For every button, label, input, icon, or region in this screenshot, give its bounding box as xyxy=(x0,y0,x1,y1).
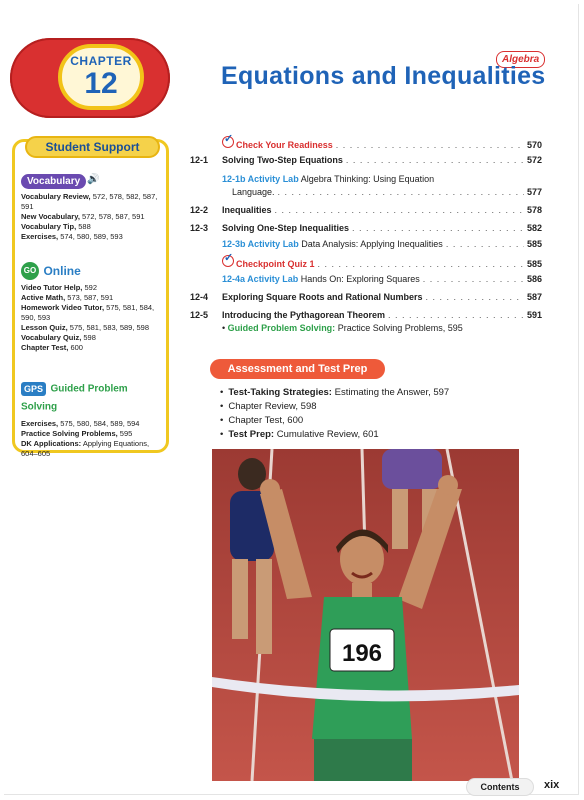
list-item[interactable]: • Chapter Review, 598 xyxy=(220,400,449,414)
go-online-icon: GO xyxy=(21,262,39,280)
list-item[interactable]: Video Tutor Help, 592 xyxy=(21,283,98,293)
chapter-badge xyxy=(10,38,170,118)
list-item[interactable]: Lesson Quiz, 575, 581, 583, 589, 598 xyxy=(21,323,150,333)
list-item[interactable]: Exercises, 574, 580, 589, 593 xyxy=(21,232,123,241)
list-item[interactable]: Active Math, 573, 587, 591 xyxy=(21,293,114,303)
list-item[interactable]: Practice Solving Problems, 595 xyxy=(21,429,133,438)
online-label: Online xyxy=(43,264,81,278)
runner-photo xyxy=(212,449,519,781)
contents-label[interactable]: Contents xyxy=(466,778,534,796)
list-item[interactable]: Homework Video Tutor, 575, 581, 584, 590, 593 xyxy=(21,303,155,323)
vocabulary-label: Vocabulary xyxy=(21,174,86,189)
list-item[interactable]: • Test Prep: Cumulative Review, 601 xyxy=(220,428,449,442)
speaker-icon: 🔊 xyxy=(87,174,100,186)
gps-label: Guided Problem Solving xyxy=(21,383,128,413)
student-support-heading: Student Support xyxy=(25,136,160,158)
chapter-number-circle xyxy=(58,44,144,110)
gps-icon: GPS xyxy=(21,382,46,396)
list-item[interactable]: New Vocabulary, 572, 578, 587, 591 xyxy=(21,212,145,221)
page-number: xix xyxy=(544,779,560,791)
list-item[interactable]: • Test-Taking Strategies: Estimating the Answer, 597 xyxy=(220,386,449,400)
list-item[interactable]: • Chapter Test, 600 xyxy=(220,414,449,428)
list-item[interactable]: Exercises, 575, 580, 584, 589, 594 xyxy=(21,419,140,428)
algebra-tag: Algebra xyxy=(496,51,545,68)
page-footer xyxy=(466,778,584,798)
bib-number: 196 xyxy=(341,640,383,667)
chapter-word: CHAPTER xyxy=(70,54,132,68)
gps-section xyxy=(21,380,162,459)
list-item[interactable]: Vocabulary Quiz, 598 xyxy=(21,333,96,343)
list-item[interactable]: DK Applications: Applying Equations, 604–605 xyxy=(21,439,150,458)
checkmark-icon xyxy=(222,255,234,267)
list-item[interactable]: Vocabulary Review, 572, 578, 582, 587, 591 xyxy=(21,192,158,211)
list-item[interactable]: Chapter Test, 600 xyxy=(21,343,83,353)
student-support-panel xyxy=(12,139,169,458)
online-section xyxy=(21,262,162,353)
vocabulary-section xyxy=(21,171,162,242)
runner-illustration xyxy=(212,449,519,781)
assessment-list xyxy=(220,386,449,442)
checkmark-icon xyxy=(222,136,234,148)
chapter-number: 12 xyxy=(84,67,118,100)
list-item[interactable]: Vocabulary Tip, 588 xyxy=(21,222,91,231)
chapter-title: Equations and Inequalities xyxy=(221,62,546,90)
assessment-heading: Assessment and Test Prep xyxy=(210,359,385,379)
